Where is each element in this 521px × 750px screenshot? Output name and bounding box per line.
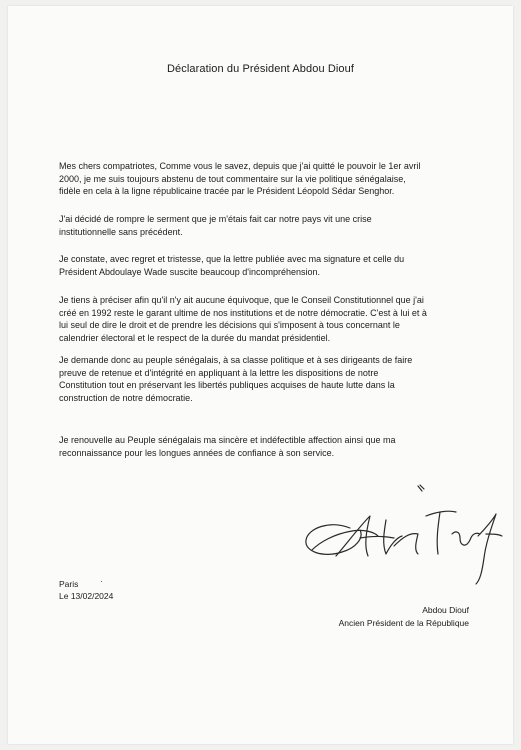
handwritten-signature [290,476,510,596]
place: Paris [59,579,79,589]
paragraph-line: lui seul de dire le droit et de prendre les décisions qui s'imposent à tous concernant le [59,320,400,331]
paragraph-line: Je renouvelle au Peuple sénégalais ma sincère et indéfectible affection ainsi que ma [59,435,396,445]
paragraph-line: J'ai décidé de rompre le serment que je m'étais fait car notre pays vit une crise [59,214,372,224]
document-title: Déclaration du Président Abdou Diouf [166,63,355,75]
paragraph-3 [59,253,454,278]
paragraph-line: 2000, je me suis toujours abstenu de tout commentaire sur la vie politique sénégalaise, [59,173,406,184]
place-and-date [59,579,113,602]
paragraph-line: Mes chers compatriotes, Comme vous le savez, depuis que j'ai quitté le pouvoir le 1er avril [59,161,421,171]
paragraph-2 [59,213,454,238]
stray-mark: · [100,576,103,586]
paragraph-line: construction de notre démocratie. [59,392,193,403]
paragraph-line: institutionnelle sans précédent. [59,226,183,237]
paragraph-line: preuve de retenue et d'intégrité en appliquant à la lettre les dispositions de notre [59,367,379,378]
paragraph-line: Je tiens à préciser afin qu'il n'y ait aucune équivoque, que le Conseil Constitutionnel que j'ai [59,295,424,305]
paragraph-line: reconnaissance pour les longues années de confiance à son service. [59,447,335,458]
paragraph-line: créé en 1992 reste le garant ultime de nos institutions et de notre démocratie. C'est à lui et à [59,307,427,318]
paragraph-line: fidèle en cela à la ligne républicaine tracée par le Président Léopold Sédar Senghor. [59,186,395,197]
paragraph-6 [59,434,454,459]
paragraph-4 [59,294,454,344]
paragraph-line: Je demande donc au peuple sénégalais, à sa classe politique et à ses dirigeants de faire [59,355,413,365]
letter-page [8,6,513,744]
paragraph-line: Je constate, avec regret et tristesse, que la lettre publiée avec ma signature et celle du [59,254,405,264]
signer-role: Ancien Président de la République [338,618,469,628]
paragraph-5 [59,354,454,404]
signer-name: Abdou Diouf [422,605,469,615]
paragraph-line: Président Abdoulaye Wade suscite beaucoup d'incompréhension. [59,266,321,277]
signer-block [339,604,469,630]
paragraph-line: Constitution tout en préservant les libertés publiques acquises de haute lutte dans la [59,380,395,391]
date: Le 13/02/2024 [59,590,114,601]
paragraph-line: calendrier électoral et le respect de la durée du mandat présidentiel. [59,332,331,343]
paragraph-1 [59,160,454,198]
